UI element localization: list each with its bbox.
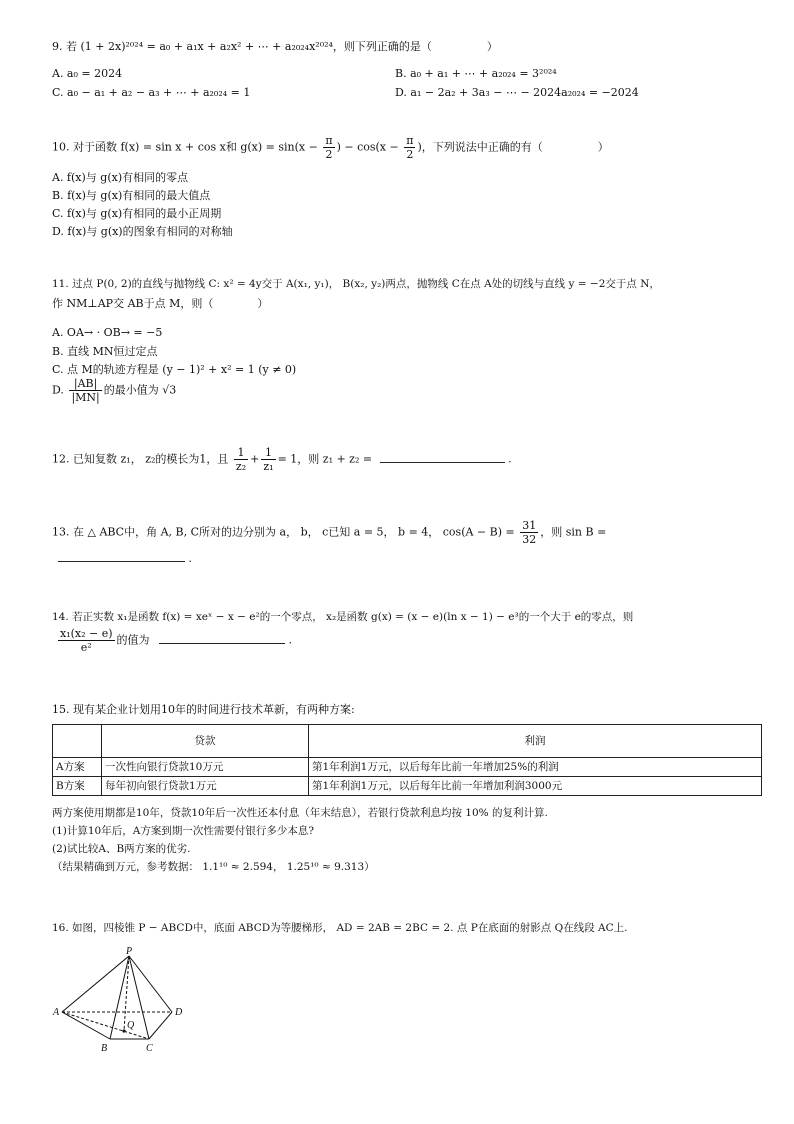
q14-end: .	[288, 633, 293, 647]
q12-stem-pre: 12. 已知复数 z₁， z₂的模长为1，且	[52, 452, 229, 466]
q13-answer-blank[interactable]	[58, 561, 185, 562]
fraction-numerator: x₁(x₂ − e)	[60, 627, 113, 640]
table-cell: 一次性向银行贷款10万元	[102, 758, 309, 777]
table-cell: A方案	[53, 758, 102, 777]
fraction-numerator: π	[406, 134, 414, 147]
edge-cd	[149, 1012, 172, 1039]
fraction-numerator: 1	[261, 446, 275, 460]
q14-stem-line2	[56, 627, 292, 654]
q14-answer-blank[interactable]	[159, 643, 285, 644]
table-cell: 每年初向银行贷款1万元	[102, 777, 309, 796]
q11-option-d	[52, 377, 176, 404]
q15-text-line: 两方案使用期都是10年，贷款10年后一次性还本付息（年末结息），若银行贷款利息均按 10% 的复利计算.	[52, 807, 548, 819]
q10-option-a: A. f(x)与 g(x)有相同的零点	[52, 171, 189, 184]
q10-stem	[52, 134, 609, 161]
q12-end: .	[508, 452, 512, 466]
pyramid-diagram	[52, 944, 202, 1056]
q11-option-d-suffix: 的最小值为 √3	[103, 383, 177, 397]
q12-answer-blank[interactable]	[380, 462, 505, 463]
fraction-denominator: z₂	[235, 460, 247, 473]
q10-stem-part2: ) − cos(x −	[336, 140, 403, 154]
fraction-denominator: 2	[325, 148, 333, 161]
q12-stem-post: = 1，则 z₁ + z₂ =	[277, 452, 373, 466]
edge-pa	[62, 956, 129, 1012]
fraction-denominator: 2	[406, 148, 414, 161]
q15-text-line: (2)试比较A、B两方案的优劣.	[52, 843, 191, 855]
label-b: B	[101, 1043, 108, 1054]
q10-option-c: C. f(x)与 g(x)有相同的最小正周期	[52, 207, 222, 220]
q13-end: .	[188, 552, 192, 565]
q15-stem: 15. 现有某企业计划用10年的时间进行技术革新，有两种方案:	[52, 703, 355, 716]
label-d: D	[175, 1007, 183, 1018]
q10-stem-part3: )，下列说法中正确的有（ ）	[417, 140, 609, 154]
table-cell: B方案	[53, 777, 102, 796]
q9-option-d: D. a₁ − 2a₂ + 3a₃ − ⋯ − 2024a₂₀₂₄ = −2024	[395, 86, 639, 99]
fraction-denominator: 32	[522, 533, 537, 546]
table-header-row	[53, 725, 762, 758]
q11-option-c: C. 点 M的轨迹方程是 (y − 1)² + x² = 1 (y ≠ 0)	[52, 363, 297, 376]
label-p: P	[126, 946, 133, 957]
q10-option-d: D. f(x)与 g(x)的图象有相同的对称轴	[52, 225, 233, 238]
fraction-numerator: 31	[522, 519, 537, 532]
q9-option-b: B. a₀ + a₁ + ⋯ + a₂₀₂₄ = 3²⁰²⁴	[395, 67, 557, 80]
q16-stem: 16. 如图，四棱锥 P − ABCD中，底面 ABCD为等腰梯形， AD = 2AB = 2BC = 2. 点 P在底面的射影点 Q在线段 AC上.	[52, 922, 628, 934]
q12-plus: +	[250, 452, 260, 466]
q9-stem: 9. 若 (1 + 2x)²⁰²⁴ = a₀ + a₁x + a₂x² + ⋯ + a₂₀₂₄x²⁰²⁴，则下列正确的是（ ）	[52, 40, 498, 53]
q15-text-line: (1)计算10年后，A方案到期一次性需要付银行多少本息?	[52, 825, 314, 837]
q11-option-d-prefix: D.	[52, 383, 64, 397]
table-cell: 第1年利润1万元，以后每年比前一年增加25%的利润	[309, 758, 762, 777]
label-c: C	[146, 1043, 153, 1054]
q12-stem	[52, 446, 512, 473]
q14-stem-line1: 14. 若正实数 x₁是函数 f(x) = xeˣ − x − e²的一个零点， x₂是函数 g(x) = (x − e)(ln x − 1) − e³的一个大于 e的零点，则	[52, 611, 634, 623]
q14-fraction	[58, 627, 115, 654]
q13-answer-line	[58, 552, 192, 565]
q13-stem-pre: 13. 在 △ ABC中，角 A, B, C所对的边分别为 a， b， c已知 a = 5， b = 4， cos(A − B) =	[52, 525, 515, 539]
q13-stem	[52, 519, 606, 546]
q11-option-a: A. OA→ · OB→ = −5	[52, 326, 163, 339]
q15-text-line: （结果精确到万元，参考数据： 1.1¹⁰ ≈ 2.594， 1.25¹⁰ ≈ 9.313）	[52, 861, 375, 873]
q10-stem-part1: 10. 对于函数 f(x) = sin x + cos x和 g(x) = sin(x −	[52, 140, 322, 154]
q12-fraction-1	[234, 446, 248, 473]
point-q	[122, 1029, 125, 1032]
table-header-cell: 利润	[309, 725, 762, 758]
fraction-numerator: π	[325, 134, 333, 147]
q11-option-d-fraction	[69, 377, 101, 404]
edge-ab	[62, 1012, 110, 1039]
q11-stem-line1: 11. 过点 P(0, 2)的直线与抛物线 C: x² = 4y交于 A(x₁, y₁)， B(x₂, y₂)两点，抛物线 C在点 A处的切线与直线 y = −2交于点 N，	[52, 278, 660, 290]
q10-option-b: B. f(x)与 g(x)有相同的最大值点	[52, 189, 211, 202]
q13-fraction	[520, 519, 538, 546]
q15-plan-table	[52, 724, 762, 796]
label-q: Q	[127, 1020, 135, 1031]
diagonal-ac-hidden	[62, 1012, 149, 1039]
q9-option-c: C. a₀ − a₁ + a₂ − a₃ + ⋯ + a₂₀₂₄ = 1	[52, 86, 251, 99]
fraction-numerator: 1	[234, 446, 248, 460]
fraction-denominator: e²	[80, 641, 92, 654]
table-header-cell	[53, 725, 102, 758]
table-cell: 第1年利润1万元，以后每年比前一年增加利润3000元	[309, 777, 762, 796]
q13-stem-post: ，则 sin B =	[540, 525, 607, 539]
q10-pi-fraction-2	[404, 134, 415, 161]
table-header-cell: 贷款	[102, 725, 309, 758]
q10-pi-fraction-1	[323, 134, 334, 161]
label-a: A	[53, 1007, 60, 1018]
q12-fraction-2	[261, 446, 275, 473]
fraction-denominator: z₁	[263, 460, 274, 473]
table-row	[53, 758, 762, 777]
table-row	[53, 777, 762, 796]
q11-option-b: B. 直线 MN恒过定点	[52, 345, 158, 358]
q14-stem-post: 的值为	[116, 633, 150, 647]
fraction-denominator: |MN|	[71, 391, 100, 404]
fraction-numerator: |AB|	[69, 377, 101, 391]
q11-stem-line2: 作 NM⊥AP交 AB于点 M，则（ ）	[52, 297, 269, 310]
q9-option-a: A. a₀ = 2024	[52, 67, 123, 80]
